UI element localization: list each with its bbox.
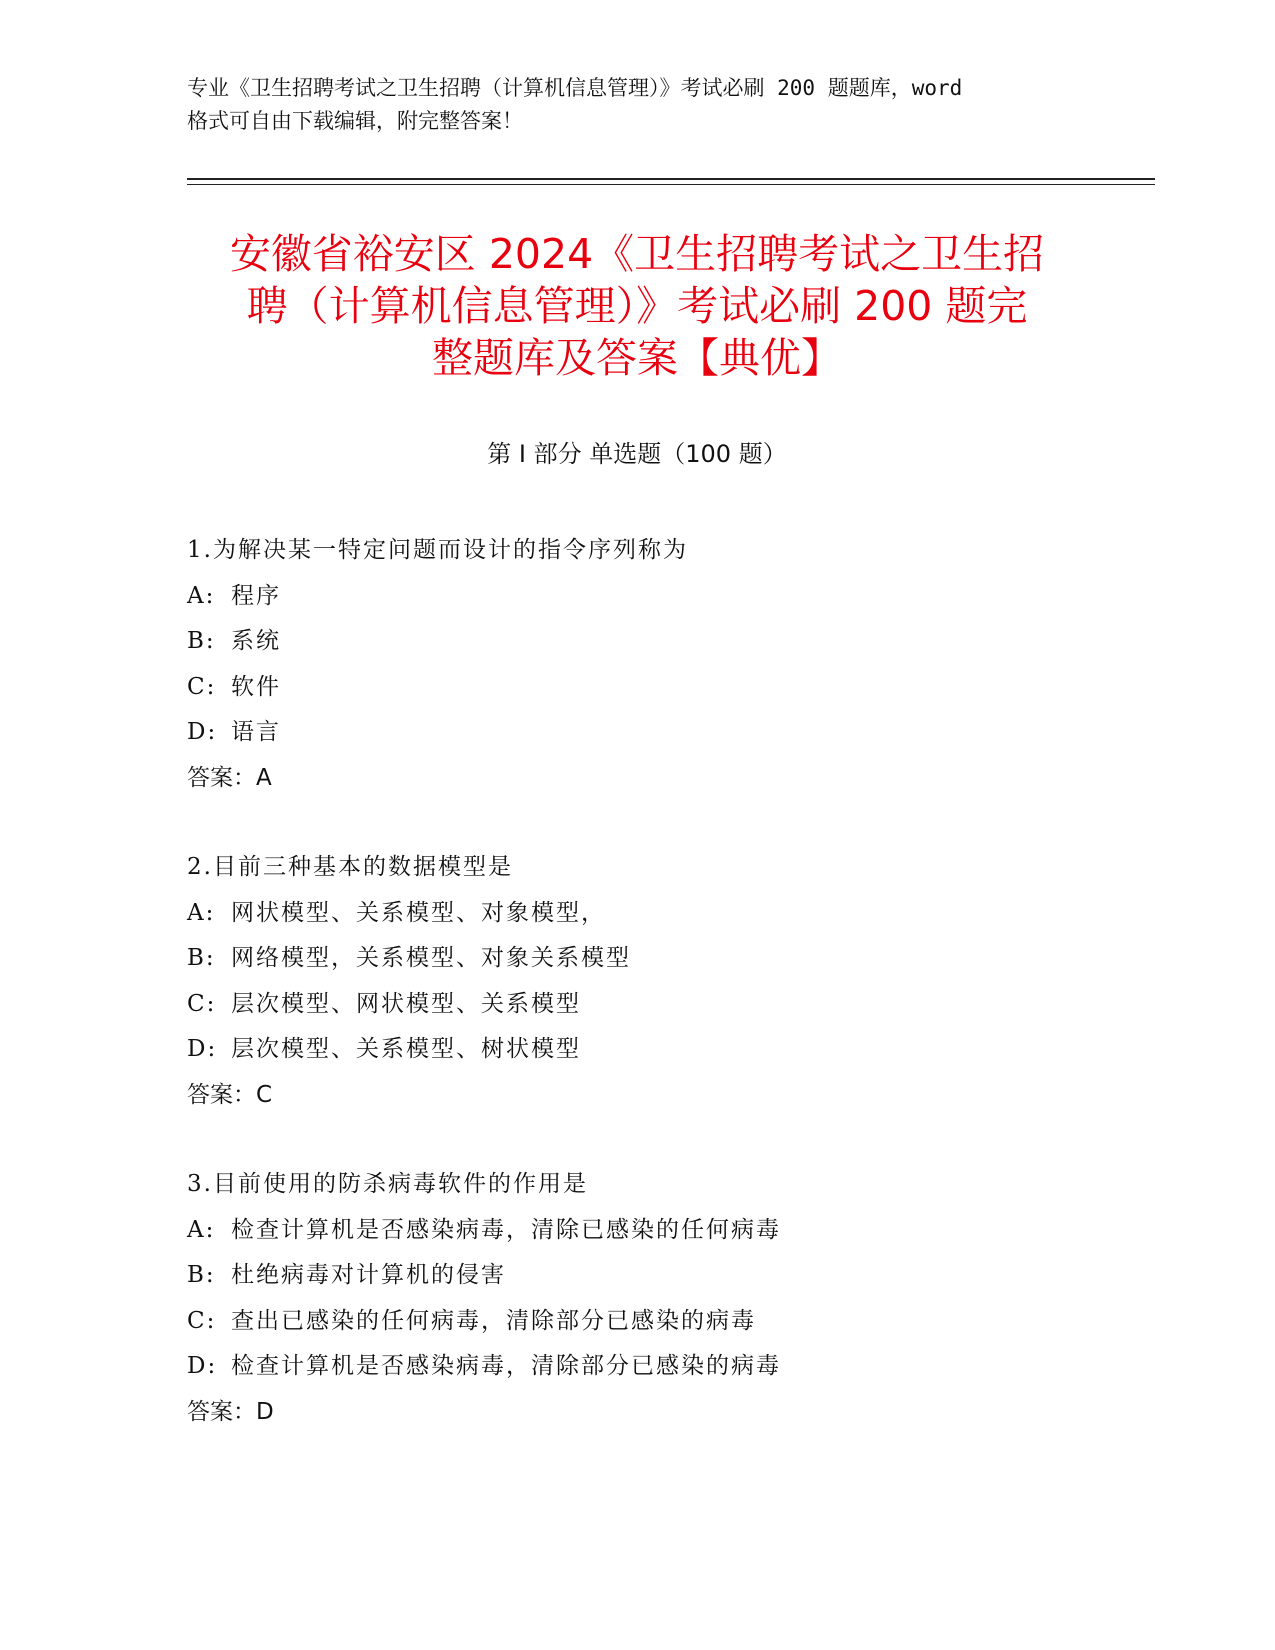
question-1 xyxy=(187,528,1137,801)
option-text: 程序 xyxy=(231,582,281,609)
option-d xyxy=(187,1027,1137,1073)
title-line-1: 安徽省裕安区 2024《卫生招聘考试之卫生招 xyxy=(229,230,1045,278)
option-a xyxy=(187,891,1137,937)
option-c xyxy=(187,1299,1137,1345)
option-text: 系统 xyxy=(231,628,281,654)
header-divider-thin xyxy=(187,184,1155,185)
option-letter: D: xyxy=(187,1036,218,1062)
answer-line: 答案：D xyxy=(187,1398,274,1425)
question-stem: 1.为解决某一特定问题而设计的指令序列称为 xyxy=(187,537,688,563)
header-line-1: 专业《卫生招聘考试之卫生招聘（计算机信息管理）》考试必刷 200 题题库，word xyxy=(187,76,963,100)
option-c xyxy=(187,665,1137,711)
option-letter: D: xyxy=(187,1353,218,1379)
document-header xyxy=(187,72,1087,138)
option-letter: B: xyxy=(187,945,216,971)
option-b xyxy=(187,936,1137,982)
title-line-3: 整题库及答案【典优】 xyxy=(432,334,842,382)
question-stem: 2.目前三种基本的数据模型是 xyxy=(187,854,513,880)
option-d xyxy=(187,710,1137,756)
option-letter: B: xyxy=(187,628,216,654)
option-d xyxy=(187,1344,1137,1390)
question-3 xyxy=(187,1162,1137,1435)
option-text: 语言 xyxy=(231,719,281,745)
option-letter: C: xyxy=(187,1307,217,1334)
document-title xyxy=(187,228,1087,384)
option-b xyxy=(187,619,1137,665)
option-text: 层次模型、网状模型、关系模型 xyxy=(231,990,581,1017)
option-text: 检查计算机是否感染病毒，清除部分已感染的病毒 xyxy=(231,1353,781,1379)
question-2 xyxy=(187,845,1137,1118)
option-text: 检查计算机是否感染病毒，清除已感染的任何病毒 xyxy=(231,1216,781,1243)
answer-line: 答案：A xyxy=(187,764,272,791)
question-stem: 3.目前使用的防杀病毒软件的作用是 xyxy=(187,1171,588,1197)
header-line-2: 格式可自由下载编辑，附完整答案！ xyxy=(187,109,523,133)
option-text: 杜绝病毒对计算机的侵害 xyxy=(231,1262,506,1288)
option-a xyxy=(187,1208,1137,1254)
header-divider-thick xyxy=(187,178,1155,180)
option-a xyxy=(187,574,1137,620)
option-letter: A: xyxy=(187,582,216,609)
option-text: 软件 xyxy=(231,673,281,700)
option-text: 层次模型、关系模型、树状模型 xyxy=(231,1036,581,1062)
section-heading: 第 I 部分 单选题（100 题） xyxy=(487,440,787,468)
answer-line: 答案：C xyxy=(187,1081,273,1108)
option-letter: A: xyxy=(187,899,216,926)
option-b xyxy=(187,1253,1137,1299)
option-letter: C: xyxy=(187,673,217,700)
question-list xyxy=(187,528,1137,1479)
option-letter: D: xyxy=(187,719,218,745)
option-letter: A: xyxy=(187,1216,216,1243)
title-line-2: 聘（计算机信息管理）》考试必刷 200 题完 xyxy=(246,282,1028,330)
option-text: 网络模型，关系模型、对象关系模型 xyxy=(231,945,631,971)
option-c xyxy=(187,982,1137,1028)
option-letter: B: xyxy=(187,1262,216,1288)
option-text: 网状模型、关系模型、对象模型， xyxy=(231,899,606,926)
option-text: 查出已感染的任何病毒，清除部分已感染的病毒 xyxy=(231,1307,756,1334)
option-letter: C: xyxy=(187,990,217,1017)
